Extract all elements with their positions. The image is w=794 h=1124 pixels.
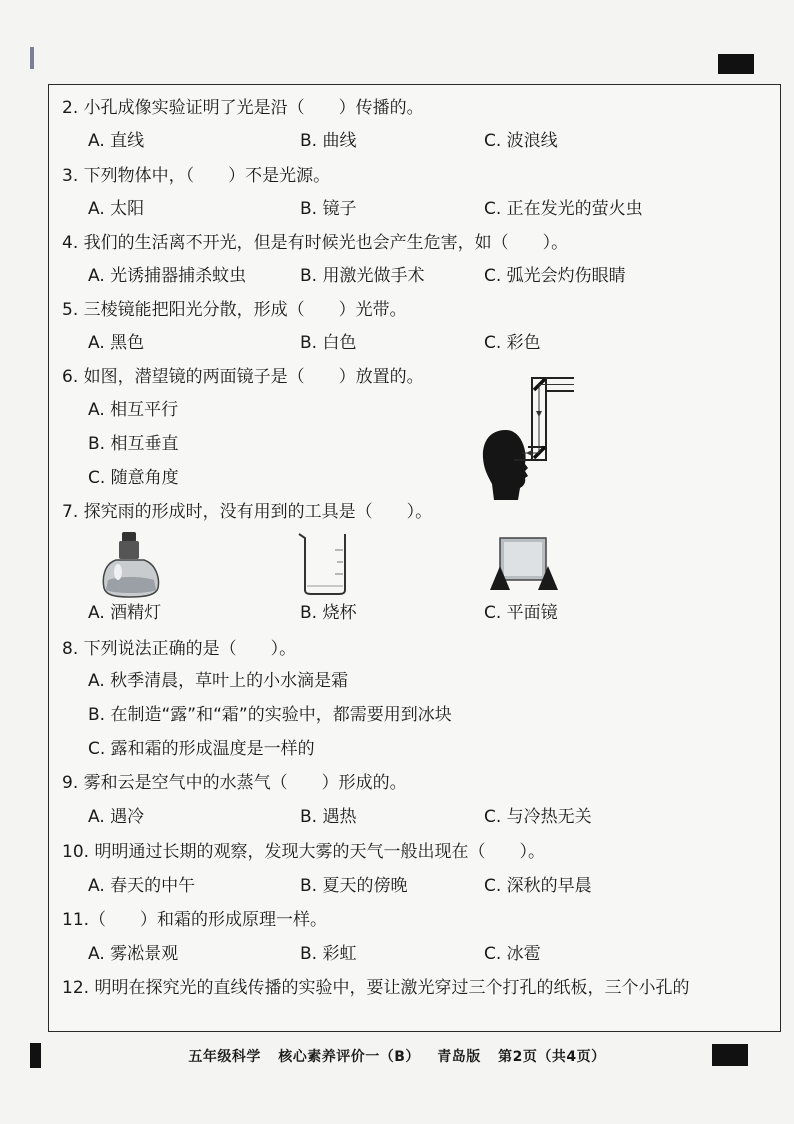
page-footer <box>0 1046 794 1066</box>
q4-option-a[interactable]: A. 光诱捕器捕杀蚊虫 <box>88 266 247 286</box>
q5-option-b[interactable]: B. 白色 <box>300 333 357 353</box>
q7-option-a[interactable]: A. 酒精灯 <box>88 603 162 623</box>
q3-option-a[interactable]: A. 太阳 <box>88 199 145 219</box>
q6-option-b[interactable]: B. 相互垂直 <box>88 434 179 454</box>
q11-option-a[interactable]: A. 雾凇景观 <box>88 944 179 964</box>
q11-option-b[interactable]: B. 彩虹 <box>300 944 357 964</box>
q3-option-b[interactable]: B. 镜子 <box>300 199 357 219</box>
footer-title: 核心素养评价一（B） <box>278 1049 420 1065</box>
q4-option-b[interactable]: B. 用激光做手术 <box>300 266 425 286</box>
question-12-stem: 12. 明明在探究光的直线传播的实验中，要让激光穿过三个打孔的纸板，三个小孔的 <box>62 978 690 998</box>
question-10-stem: 10. 明明通过长期的观察，发现大雾的天气一般出现在（ ）。 <box>62 842 545 862</box>
q9-option-b[interactable]: B. 遇热 <box>300 807 357 827</box>
question-2-stem: 2. 小孔成像实验证明了光是沿（ ）传播的。 <box>62 98 424 118</box>
q3-option-c[interactable]: C. 正在发光的萤火虫 <box>484 199 643 219</box>
q6-option-c[interactable]: C. 随意角度 <box>88 468 179 488</box>
q9-option-c[interactable]: C. 与冷热无关 <box>484 807 592 827</box>
question-4-stem: 4. 我们的生活离不开光，但是有时候光也会产生危害，如（ ）。 <box>62 233 569 253</box>
question-11-stem: 11.（ ）和霜的形成原理一样。 <box>62 910 328 930</box>
q4-option-c[interactable]: C. 弧光会灼伤眼睛 <box>484 266 626 286</box>
q2-option-a[interactable]: A. 直线 <box>88 131 145 151</box>
alcohol-lamp-icon <box>100 530 162 598</box>
q5-option-c[interactable]: C. 彩色 <box>484 333 541 353</box>
q8-option-c[interactable]: C. 露和霜的形成温度是一样的 <box>88 739 315 759</box>
question-9-stem: 9. 雾和云是空气中的水蒸气（ ）形成的。 <box>62 773 407 793</box>
question-6-stem: 6. 如图，潜望镜的两面镜子是（ ）放置的。 <box>62 367 424 387</box>
q8-option-a[interactable]: A. 秋季清晨，草叶上的小水滴是霜 <box>88 671 349 691</box>
q10-option-c[interactable]: C. 深秋的早晨 <box>484 876 592 896</box>
q11-option-c[interactable]: C. 冰雹 <box>484 944 541 964</box>
footer-grade: 五年级科学 <box>188 1049 261 1065</box>
beaker-icon <box>295 530 351 596</box>
question-3-stem: 3. 下列物体中，（ ）不是光源。 <box>62 166 331 186</box>
q7-option-c[interactable]: C. 平面镜 <box>484 603 558 623</box>
footer-edition: 青岛版 <box>437 1049 481 1065</box>
q10-option-b[interactable]: B. 夏天的傍晚 <box>300 876 408 896</box>
q5-option-a[interactable]: A. 黑色 <box>88 333 145 353</box>
q7-option-b[interactable]: B. 烧杯 <box>300 603 357 623</box>
q2-option-b[interactable]: B. 曲线 <box>300 131 357 151</box>
q6-option-a[interactable]: A. 相互平行 <box>88 400 179 420</box>
question-7-stem: 7. 探究雨的形成时，没有用到的工具是（ ）。 <box>62 502 433 522</box>
question-5-stem: 5. 三棱镜能把阳光分散，形成（ ）光带。 <box>62 300 407 320</box>
question-8-stem: 8. 下列说法正确的是（ ）。 <box>62 639 297 659</box>
head-silhouette-icon <box>483 430 528 500</box>
q2-option-c[interactable]: C. 波浪线 <box>484 131 558 151</box>
periscope-figure <box>478 372 588 502</box>
corner-mark-top-left <box>30 47 34 69</box>
footer-page-number: 第2页（共4页） <box>498 1049 606 1065</box>
q9-option-a[interactable]: A. 遇冷 <box>88 807 145 827</box>
q10-option-a[interactable]: A. 春天的中午 <box>88 876 196 896</box>
plane-mirror-icon <box>488 536 562 592</box>
q8-option-b[interactable]: B. 在制造“露”和“霜”的实验中，都需要用到冰块 <box>88 705 452 725</box>
corner-mark-top-right <box>718 54 754 74</box>
